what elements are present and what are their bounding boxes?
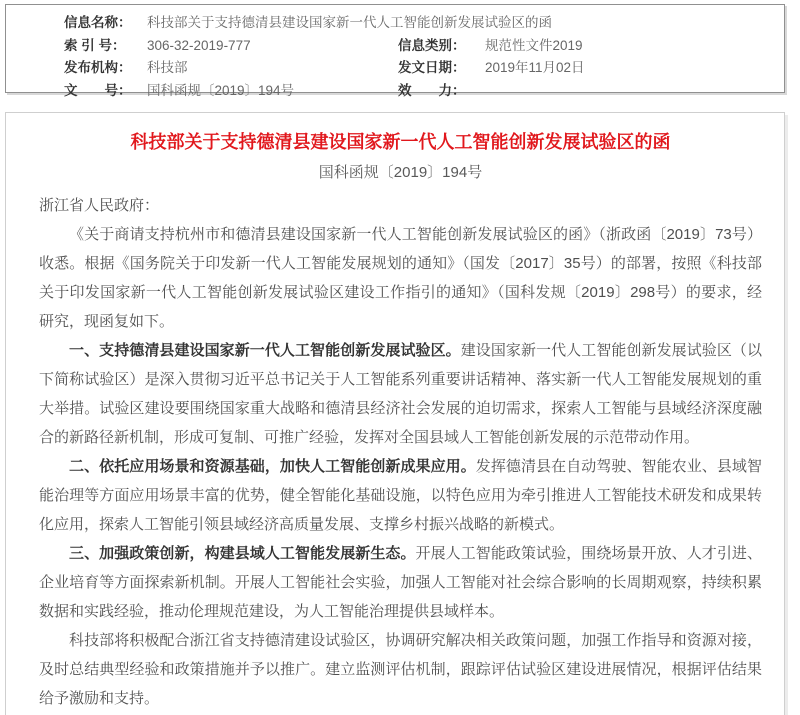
info-label-issue-date: 发文日期： xyxy=(398,60,466,75)
info-value-index-number: 306-32-2019-777 xyxy=(147,37,251,53)
document-text xyxy=(39,191,762,713)
paragraph-body: 《关于商请支持杭州市和德清县建设国家新一代人工智能创新发展试验区的函》（浙政函〔2019〕73号）收悉。根据《国务院关于印发新一代人工智能发展规划的通知》（国发〔2017〕35号）的部署，按照《科技部关于印发国家新一代人工智能创新发展试验区建设工作指引的通知》（国科发规〔2019〕298号）的要求，经研究，现函复如下。 xyxy=(39,226,762,330)
info-value-issue-date: 2019年11月02日 xyxy=(485,60,585,75)
info-label-index-number: 索 引 号： xyxy=(64,37,126,53)
paragraph-section-2 xyxy=(39,452,762,539)
paragraph-body: 开展人工智能政策试验，围绕场景开放、人才引进、企业培育等方面探索新机制。开展人工智能社会实验，加强人工智能对社会综合影响的长周期观察，持续积累数据和实践经验，推动伦理规范建设，为人工智能治理提供县域样本。 xyxy=(39,545,762,620)
paragraph-section-1 xyxy=(39,336,762,452)
document-info-panel xyxy=(5,4,785,98)
info-label-doc-number: 文 号： xyxy=(64,82,132,98)
paragraph-body: 发挥德清县在自动驾驶、智能农业、县域智能治理等方面应用场景丰富的优势，健全智能化基础设施，以特色应用为牵引推进人工智能技术研发和成果转化应用，探索人工智能引领县域经济高质量发展、支撑乡村振兴战略的新模式。 xyxy=(39,458,762,533)
document-number: 国科函规〔2019〕194号 xyxy=(318,164,483,181)
document-title: 科技部关于支持德清县建设国家新一代人工智能创新发展试验区的函 xyxy=(130,132,671,152)
paragraph-lead: 三、加强政策创新，构建县域人工智能发展新生态。 xyxy=(69,545,416,562)
paragraph-closing xyxy=(39,626,762,713)
info-value-issuing-agency: 科技部 xyxy=(147,60,188,75)
info-value-category: 规范性文件2019 xyxy=(485,37,583,53)
info-value-doc-number: 国科函规〔2019〕194号 xyxy=(147,82,295,98)
paragraph-body: 建设国家新一代人工智能创新发展试验区（以下简称试验区）是深入贯彻习近平总书记关于人工智能系列重要讲话精神、落实新一代人工智能发展规划的重大举措。试验区建设要围绕国家重大战略和德清县经济社会发展的迫切需求，探索人工智能与县域经济深度融合的新路径新机制，形成可复制、可推广经验，发挥对全国县域人工智能创新发展的示范带动作用。 xyxy=(39,342,762,446)
salutation: 浙江省人民政府： xyxy=(39,197,160,214)
document-info-table xyxy=(6,5,784,102)
info-value-name: 科技部关于支持德清县建设国家新一代人工智能创新发展试验区的函 xyxy=(147,15,552,30)
info-label-validity: 效 力： xyxy=(398,82,466,98)
paragraph-section-3 xyxy=(39,539,762,626)
info-label-issuing-agency: 发布机构： xyxy=(64,60,132,75)
paragraph-body: 科技部将积极配合浙江省支持德清建设试验区，协调研究解决相关政策问题，加强工作指导和资源对接，及时总结典型经验和政策措施并予以推广。建立监测评估机制，跟踪评估试验区建设进展情况，根据评估结果给予激励和支持。 xyxy=(39,632,762,707)
paragraph-intro xyxy=(39,220,762,336)
document-body-panel xyxy=(5,112,785,715)
info-label-category: 信息类别： xyxy=(398,37,466,53)
info-value-validity xyxy=(478,80,774,103)
paragraph-lead: 一、支持德清县建设国家新一代人工智能创新发展试验区。 xyxy=(69,342,461,359)
info-label-name: 信息名称： xyxy=(64,15,132,30)
paragraph-lead: 二、依托应用场景和资源基础，加快人工智能创新成果应用。 xyxy=(69,458,476,475)
